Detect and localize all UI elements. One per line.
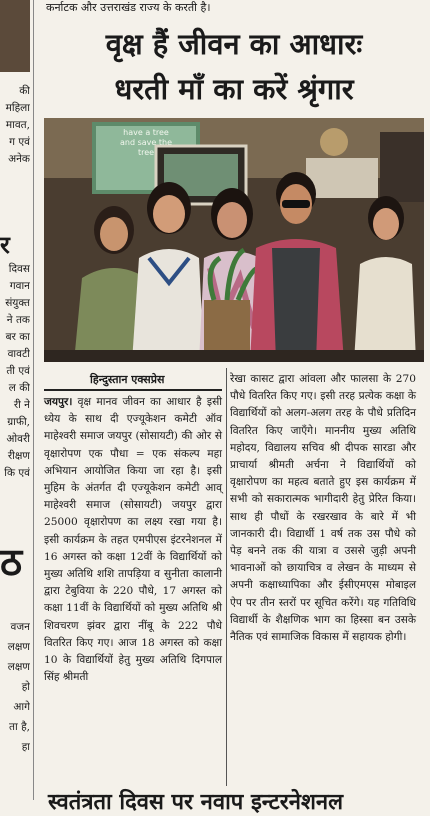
next-headline: स्वतंत्रता दिवस पर नवाप इन्टरनेशनल [48, 790, 344, 815]
adjacent-text-line: ने तक [6, 314, 30, 326]
top-strip-text: कर्नाटक और उत्तराखंड राज्य के करती है। [46, 1, 211, 14]
adjacent-heading: र [0, 231, 10, 259]
adjacent-text-line: ल की [8, 382, 30, 394]
adjacent-text-line: अनेक [8, 153, 30, 165]
adjacent-text-line: हा [21, 741, 30, 753]
adjacent-text-line: हो [21, 681, 30, 693]
headline-line-2: धरती माँ का करें श्रृंगार [114, 72, 354, 106]
adjacent-text-line: आगे [13, 701, 30, 713]
byline: हिन्दुस्तान एक्सप्रेस [90, 373, 165, 386]
adjacent-text-line: लक्षण [7, 641, 30, 653]
article-column-divider [226, 368, 227, 786]
article-column-2: रेखा कासट द्वारा आंवला और फालसा के 270 पौधे वितरित किए गए। इसी तरह प्रत्येक कक्षा के विद्यार्थियों को अलग-अलग तरह के पौधे प्रतिदिन वितरित किए जाएँगे। माननीय मुख्य अतिथि महोदय, विद्यालय सचिव श्री दीपक सारडा और प्राचार्या श्रीमती अर्चना ने विद्यार्थियों को वृक्षारोपण का महत्व बताते हुए इस कार्यक्रम में सभी को सकारात्मक भागीदारी हेतु प्रेरित किया। साथ ही पौधों के रखरखाव के बारे में भी जानकारी दी। विद्यार्थी 1 वर्ष तक उस पौधे को पेड़ बनने तक की यात्रा व उससे जुड़ी अपनी भावनाओं को छायाचित्र व लेखन के माध्यम से अपनी कक्षाध्यापिका और ईसीएमएस मोबाइल ऐप पर तीन स्तरों पर सूचित करेंगे। यह गतिविधि विद्यार्थी के शैक्षणिक भाग का हिस्सा बन उसके नैतिक एवं सामाजिक विकास में सहायक होगी। [230, 373, 416, 644]
adjacent-text-line: संयुक्त [5, 297, 30, 309]
adjacent-text-line: ती एवं [6, 365, 30, 377]
adjacent-text-line: बर का [5, 331, 30, 343]
news-photo [44, 118, 424, 362]
article-text-1: वृक्ष मानव जीवन का आधार है इसी ध्येय के साथ दी एज्यूकेशन कमेटी ऑव माहेश्वरी समाज जयपुर (सोसायटी) की ओर से वृक्षारोपण एक पौधा = एक संकल्प महा अभियान आयोजित किया जा रहा है। इसी मुहिम के अंतर्गत दी एज्यूकेशन कमेटी आव् माहेश्वरी समाज (सोसायटी) जयपुर द्वारा 25000 वृक्षारोपण का लक्ष्य रखा गया है। इसी कार्यक्रम के तहत एमपीएस इंटरनेशनल में 16 अगस्त को कक्षा 12वीं के विद्यार्थियों को मुख्य अतिथि शशि तापड़िया व सुनीता कालानी द्वारा टेबुविया के 220 पौधे, 17 अगस्त को कक्षा 11वीं के विद्यार्थियों को मुख्य अतिथि श्री शिवचरण झंवर द्वारा नींबू के 222 पौधे वितरित किए गए। आज 18 अगस्त को कक्षा 10 के विद्यार्थियों हेतु मुख्य अतिथि दिगपाल सिंह श्रीमती [44, 396, 222, 684]
adjacent-text-line: कि एवं [4, 467, 30, 479]
adjacent-text-line: की [19, 85, 30, 97]
headline-line-1: वृक्ष हैं जीवन का आधारः [105, 27, 363, 61]
column-divider [33, 0, 34, 800]
adjacent-column [0, 0, 30, 800]
photo-banner-text: have a tree and save the tree [120, 128, 172, 157]
adjacent-text-line: री ने [13, 399, 30, 411]
adjacent-text-line: रीक्षण [7, 450, 30, 462]
adjacent-photo [0, 0, 30, 72]
adjacent-text-line: लक्षण [7, 661, 30, 673]
adjacent-text-line: ग एवं [9, 136, 30, 148]
article-column-1 [44, 394, 222, 686]
adjacent-text-line: दिवस [8, 263, 30, 275]
adjacent-text-line: वजन [10, 621, 30, 633]
adjacent-text-line: मावत, [5, 119, 30, 131]
adjacent-big-heading: ठ [0, 540, 23, 584]
dateline: जयपुर। [44, 396, 73, 408]
adjacent-text-line: वावटी [7, 348, 30, 360]
adjacent-text-line: गवान [9, 280, 30, 292]
adjacent-text-line: महिला [5, 102, 30, 114]
byline-rule [44, 389, 222, 391]
adjacent-text-line: ओवरी [6, 433, 30, 445]
adjacent-text-line: ग्राफी, [7, 416, 30, 428]
headline [38, 22, 430, 112]
adjacent-text-line: ता है, [9, 721, 30, 733]
